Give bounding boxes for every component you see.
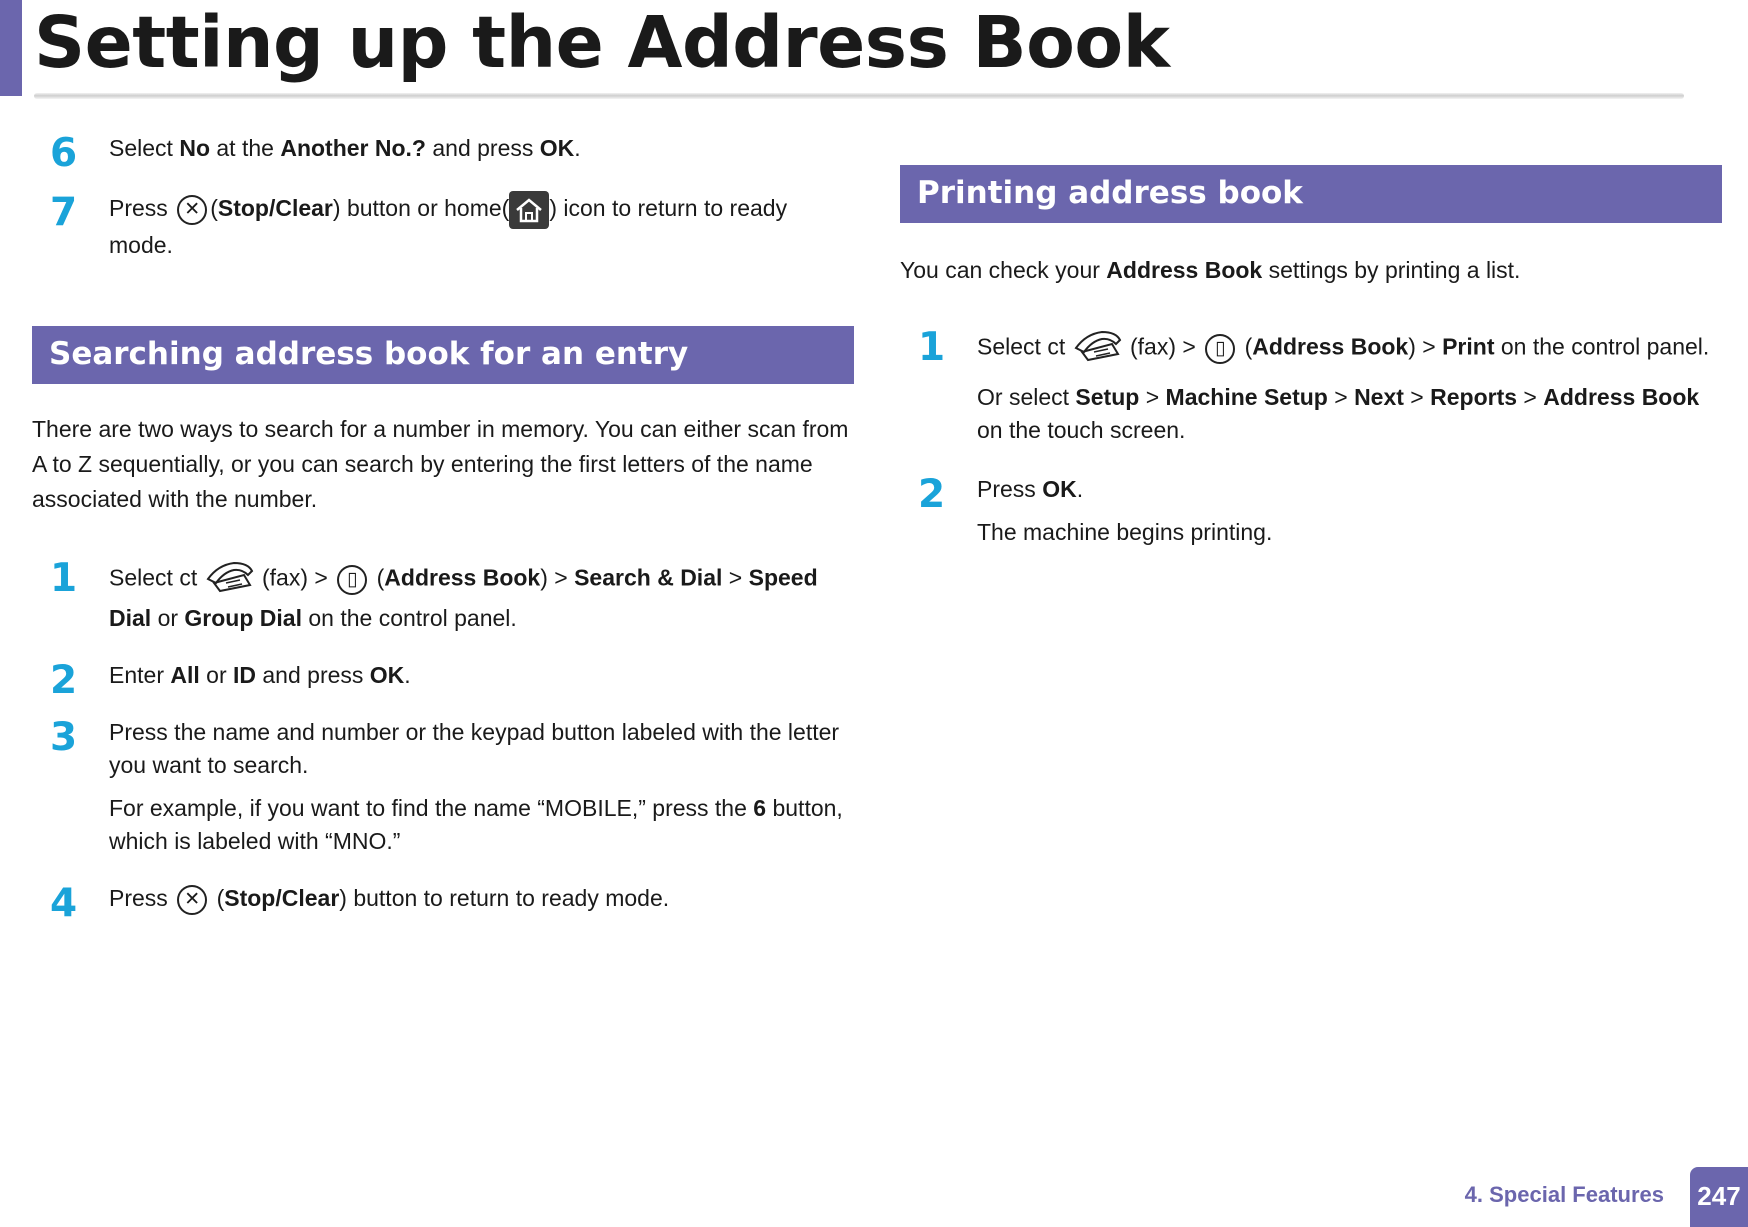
left-column (32, 131, 854, 926)
section-intro: You can check your Address Book settings by printing a list. (900, 257, 1521, 283)
step-2 (32, 658, 854, 703)
home-icon (509, 191, 549, 229)
fax-icon (1072, 326, 1124, 371)
address-book-icon: ▯ (1205, 334, 1235, 364)
step-number: 1 (918, 325, 946, 370)
right-column (900, 165, 1722, 549)
step-2 (900, 473, 1722, 549)
section-header-printing: Printing address book (900, 165, 1722, 223)
step-text: Press ✕ (Stop/Clear) button or home( ) icon to return to ready mode. (109, 191, 854, 262)
fax-icon (204, 557, 256, 602)
step-4 (32, 881, 854, 926)
step-number: 4 (50, 881, 78, 926)
step-1 (32, 557, 854, 635)
step-number: 3 (50, 715, 78, 760)
step-text: Press ✕ (Stop/Clear) button to return to ready mode. (109, 882, 854, 915)
step-text: Select ct (fax) > ▯ (Address Book) > Print on the control panel. (977, 326, 1722, 371)
step-text: Select No at the Another No.? and press OK. (109, 135, 581, 161)
step-text: Select ct (fax) > ▯ (Address Book) > Search & Dial > Speed Dial or Group Dial on the control panel. (109, 557, 854, 635)
step-text: Press OK. (977, 476, 1084, 502)
stop-clear-icon: ✕ (177, 195, 207, 225)
section-intro: There are two ways to search for a number in memory. You can either scan from A to Z sequentially, or you can search by entering the first letters of the name associated with the number. (32, 416, 849, 512)
step-number: 6 (50, 131, 78, 176)
step-text: Press the name and number or the keypad button labeled with the letter you want to search. (109, 719, 840, 778)
footer-section-label: 4. Special Features (1464, 1182, 1664, 1207)
page-number-badge: 247 (1690, 1167, 1748, 1227)
title-divider (34, 93, 1684, 99)
stop-clear-icon: ✕ (177, 885, 207, 915)
step-7 (32, 191, 854, 262)
step-note: For example, if you want to find the name “MOBILE,” press the 6 button, which is labeled with “MNO.” (109, 795, 843, 854)
step-number: 1 (50, 556, 78, 601)
step-number: 2 (50, 658, 78, 703)
step-3 (32, 716, 854, 858)
title-accent-bar (0, 0, 22, 96)
address-book-icon: ▯ (337, 565, 367, 595)
step-note: Or select Setup > Machine Setup > Next > Reports > Address Book on the touch screen. (977, 384, 1700, 443)
page-title: Setting up the Address Book (34, 1, 1170, 84)
step-text: Enter All or ID and press OK. (109, 662, 411, 688)
step-number: 7 (50, 190, 78, 235)
step-number: 2 (918, 472, 946, 517)
step-6 (32, 131, 854, 176)
section-header-searching: Searching address book for an entry (32, 326, 854, 384)
step-1 (900, 326, 1722, 447)
step-note: The machine begins printing. (977, 519, 1273, 545)
